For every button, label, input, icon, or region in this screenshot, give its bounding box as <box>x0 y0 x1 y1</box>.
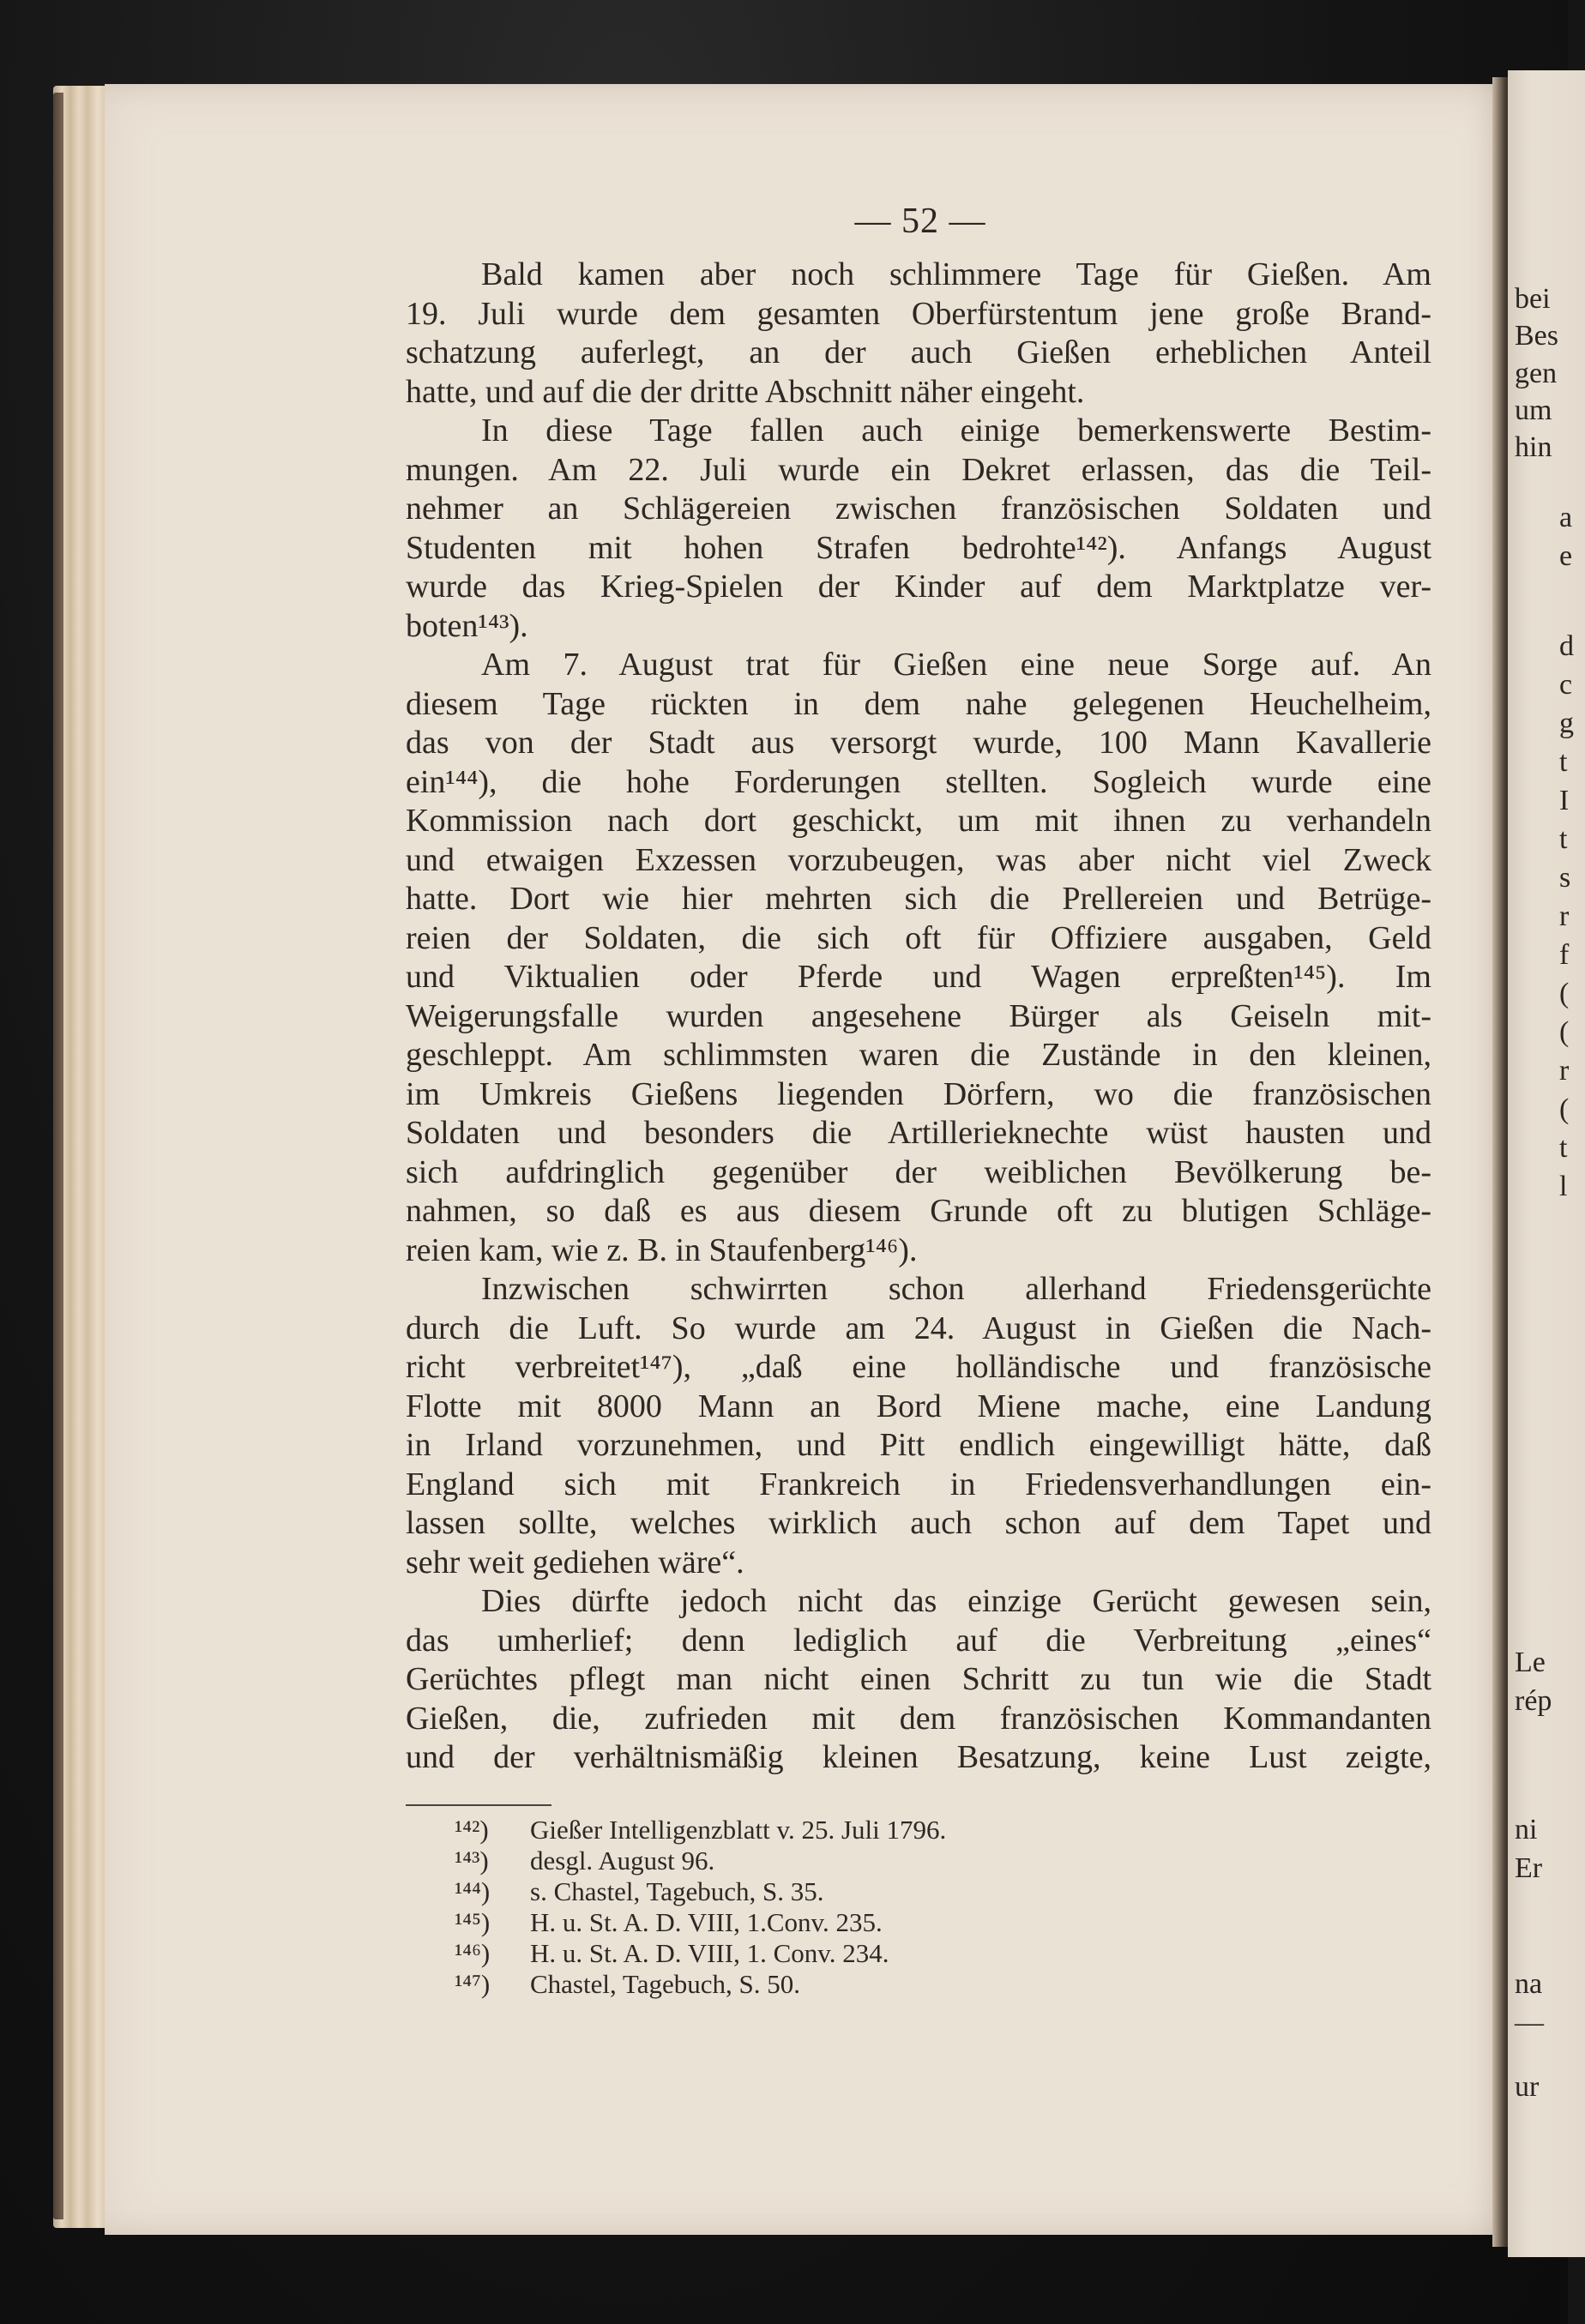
footnote-text: desgl. August 96. <box>530 1845 715 1875</box>
facing-page-fragment: na <box>1515 1968 1543 2000</box>
text-line: Gerüchtes pflegt man nicht einen Schritt zu tun wie die Stadt <box>406 1661 1431 1697</box>
text-line: reien der Soldaten, die sich oft für Offiziere ausgaben, Geld <box>406 919 1431 956</box>
text-line: ein¹⁴⁴), die hohe Forderungen stellten. Sogleich wurde eine <box>406 763 1431 800</box>
paragraph <box>406 256 1431 412</box>
text-line: 19. Juli wurde dem gesamten Oberfürstentum jene große Brand- <box>406 295 1431 332</box>
facing-page-fragment: — <box>1515 2007 1544 2038</box>
text-line: das umherlief; denn lediglich auf die Verbreitung „eines“ <box>406 1622 1431 1659</box>
facing-page <box>1508 70 1585 2257</box>
text-line: boten¹⁴³). <box>406 607 528 644</box>
facing-page-fragment: t <box>1559 823 1568 855</box>
footnote <box>455 1907 1226 1938</box>
facing-page-fragment: l <box>1559 1171 1568 1202</box>
facing-page-fragment: e <box>1559 540 1573 572</box>
facing-page-fragment: r <box>1559 1055 1570 1087</box>
footnote-text: H. u. St. A. D. VIII, 1.Conv. 235. <box>530 1907 883 1937</box>
text-line: durch die Luft. So wurde am 24. August in Gießen die Nach- <box>406 1310 1431 1346</box>
facing-page-fragment: t <box>1559 746 1568 778</box>
text-line: diesem Tage rückten in dem nahe gelegenen Heuchelheim, <box>406 685 1431 722</box>
text-line: reien kam, wie z. B. in Staufenberg¹⁴⁶). <box>406 1231 918 1268</box>
text-line: In diese Tage fallen auch einige bemerkenswerte Bestim- <box>481 412 1431 449</box>
text-line: das von der Stadt aus versorgt wurde, 100 Mann Kavallerie <box>406 725 1431 761</box>
text-line: hatte. Dort wie hier mehrten sich die Prellereien und Betrüge- <box>406 881 1431 917</box>
footnote <box>455 1845 1226 1876</box>
text-line: England sich mit Frankreich in Friedensverhandlungen ein- <box>406 1466 1431 1502</box>
facing-page-fragment: gen <box>1515 358 1558 389</box>
text-line: hatte, und auf die der dritte Abschnitt näher eingeht. <box>406 373 1085 410</box>
facing-page-fragment: s <box>1559 862 1571 894</box>
text-line: Bald kamen aber noch schlimmere Tage für Gießen. Am <box>481 256 1431 292</box>
text-line: nahmen, so daß es aus diesem Grunde oft zu blutigen Schläge- <box>406 1193 1431 1229</box>
footnote-text: s. Chastel, Tagebuch, S. 35. <box>530 1876 824 1906</box>
paragraph <box>406 1270 1431 1582</box>
footnote <box>455 1938 1226 1969</box>
facing-page-fragment: Le <box>1515 1647 1546 1678</box>
facing-page-fragment: t <box>1559 1132 1568 1164</box>
body-text <box>406 256 1431 1778</box>
text-line: Am 7. August trat für Gießen eine neue Sorge auf. An <box>481 647 1431 683</box>
book-spine-edge <box>53 93 63 2219</box>
paragraph <box>406 1582 1431 1778</box>
text-line: lassen sollte, welches wirklich auch schon auf dem Tapet und <box>406 1505 1431 1541</box>
footnote-number: ¹⁴⁶) <box>455 1938 491 1968</box>
footnote <box>455 1815 1226 1845</box>
facing-page-fragment: ur <box>1515 2071 1540 2103</box>
footnote <box>455 1876 1226 1907</box>
footnote <box>455 1969 1226 2000</box>
page-header <box>406 0 1435 257</box>
facing-page-fragment: g <box>1559 707 1574 739</box>
text-line: wurde das Krieg-Spielen der Kinder auf dem Marktplatze ver- <box>406 569 1431 605</box>
footnote-divider <box>406 1804 551 1806</box>
paragraph <box>406 412 1431 646</box>
text-line: sehr weit gediehen wäre“. <box>406 1544 744 1580</box>
text-line: Gießen, die, zufrieden mit dem französischen Kommandanten <box>406 1700 1431 1737</box>
text-line: und der verhältnismäßig kleinen Besatzung, keine Lust zeigte, <box>406 1739 1431 1775</box>
text-line: Kommission nach dort geschickt, um mit ihnen zu verhandeln <box>406 803 1431 839</box>
text-line: sich aufdringlich gegenüber der weiblichen Bevölkerung be- <box>406 1153 1431 1190</box>
text-line: und etwaigen Exzessen vorzubeugen, was aber nicht viel Zweck <box>406 841 1431 878</box>
footnote-text: Gießer Intelligenzblatt v. 25. Juli 1796. <box>530 1815 947 1845</box>
facing-page-fragment: f <box>1559 939 1570 971</box>
paragraph <box>406 646 1431 1270</box>
text-line: und Viktualien oder Pferde und Wagen erpreßten¹⁴⁵). Im <box>406 959 1431 995</box>
facing-page-fragment: bei <box>1515 283 1551 315</box>
text-line: Dies dürfte jedoch nicht das einzige Gerücht gewesen sein, <box>481 1583 1431 1619</box>
page-number: — 52 — <box>854 202 986 241</box>
facing-page-fragment: ni <box>1515 1814 1538 1845</box>
text-line: Soldaten und besonders die Artillerieknechte wüst hausten und <box>406 1115 1431 1151</box>
footnote-text: H. u. St. A. D. VIII, 1. Conv. 234. <box>530 1938 889 1968</box>
text-line: im Umkreis Gießens liegenden Dörfern, wo die französischen <box>406 1075 1431 1112</box>
facing-page-fragment: um <box>1515 394 1552 426</box>
text-line: in Irland vorzunehmen, und Pitt endlich eingewilligt hätte, daß <box>406 1427 1431 1463</box>
text-line: mungen. Am 22. Juli wurde ein Dekret erlassen, das die Teil- <box>406 451 1431 488</box>
facing-page-fragment: I <box>1559 785 1570 816</box>
text-line: Weigerungsfalle wurden angesehene Bürger als Geiseln mit- <box>406 997 1431 1034</box>
footnote-number: ¹⁴⁴) <box>455 1876 491 1906</box>
footnotes <box>455 1815 1226 2000</box>
facing-page-fragment: ( <box>1559 978 1570 1009</box>
text-line: Inzwischen schwirrten schon allerhand Friedensgerüchte <box>481 1271 1431 1307</box>
footnote-number: ¹⁴⁵) <box>455 1907 491 1937</box>
facing-page-fragment: ( <box>1559 1093 1570 1125</box>
text-line: schatzung auferlegt, an der auch Gießen erheblichen Anteil <box>406 334 1431 370</box>
text-line: Flotte mit 8000 Mann an Bord Miene mache, eine Landung <box>406 1388 1431 1424</box>
facing-page-fragment: r <box>1559 900 1570 932</box>
footnote-number: ¹⁴⁷) <box>455 1969 491 1999</box>
footnote-text: Chastel, Tagebuch, S. 50. <box>530 1969 800 1999</box>
text-line: geschleppt. Am schlimmsten waren die Zustände in den kleinen, <box>406 1037 1431 1073</box>
facing-page-fragment: hin <box>1515 431 1552 463</box>
footnote-number: ¹⁴³) <box>455 1845 489 1875</box>
facing-page-fragment: c <box>1559 669 1573 701</box>
footnote-number: ¹⁴²) <box>455 1815 489 1845</box>
facing-page-fragment: Er <box>1515 1852 1543 1884</box>
facing-page-fragment: Bes <box>1515 320 1558 352</box>
facing-page-fragment: ( <box>1559 1016 1570 1048</box>
facing-page-fragment: rép <box>1515 1685 1552 1717</box>
text-line: Studenten mit hohen Strafen bedrohte¹⁴²). Anfangs August <box>406 529 1431 566</box>
text-line: nehmer an Schlägereien zwischen französischen Soldaten und <box>406 491 1431 527</box>
facing-page-fragment: d <box>1559 630 1574 662</box>
text-line: richt verbreitet¹⁴⁷), „daß eine holländische und französische <box>406 1349 1431 1385</box>
facing-page-fragment: a <box>1559 502 1573 533</box>
